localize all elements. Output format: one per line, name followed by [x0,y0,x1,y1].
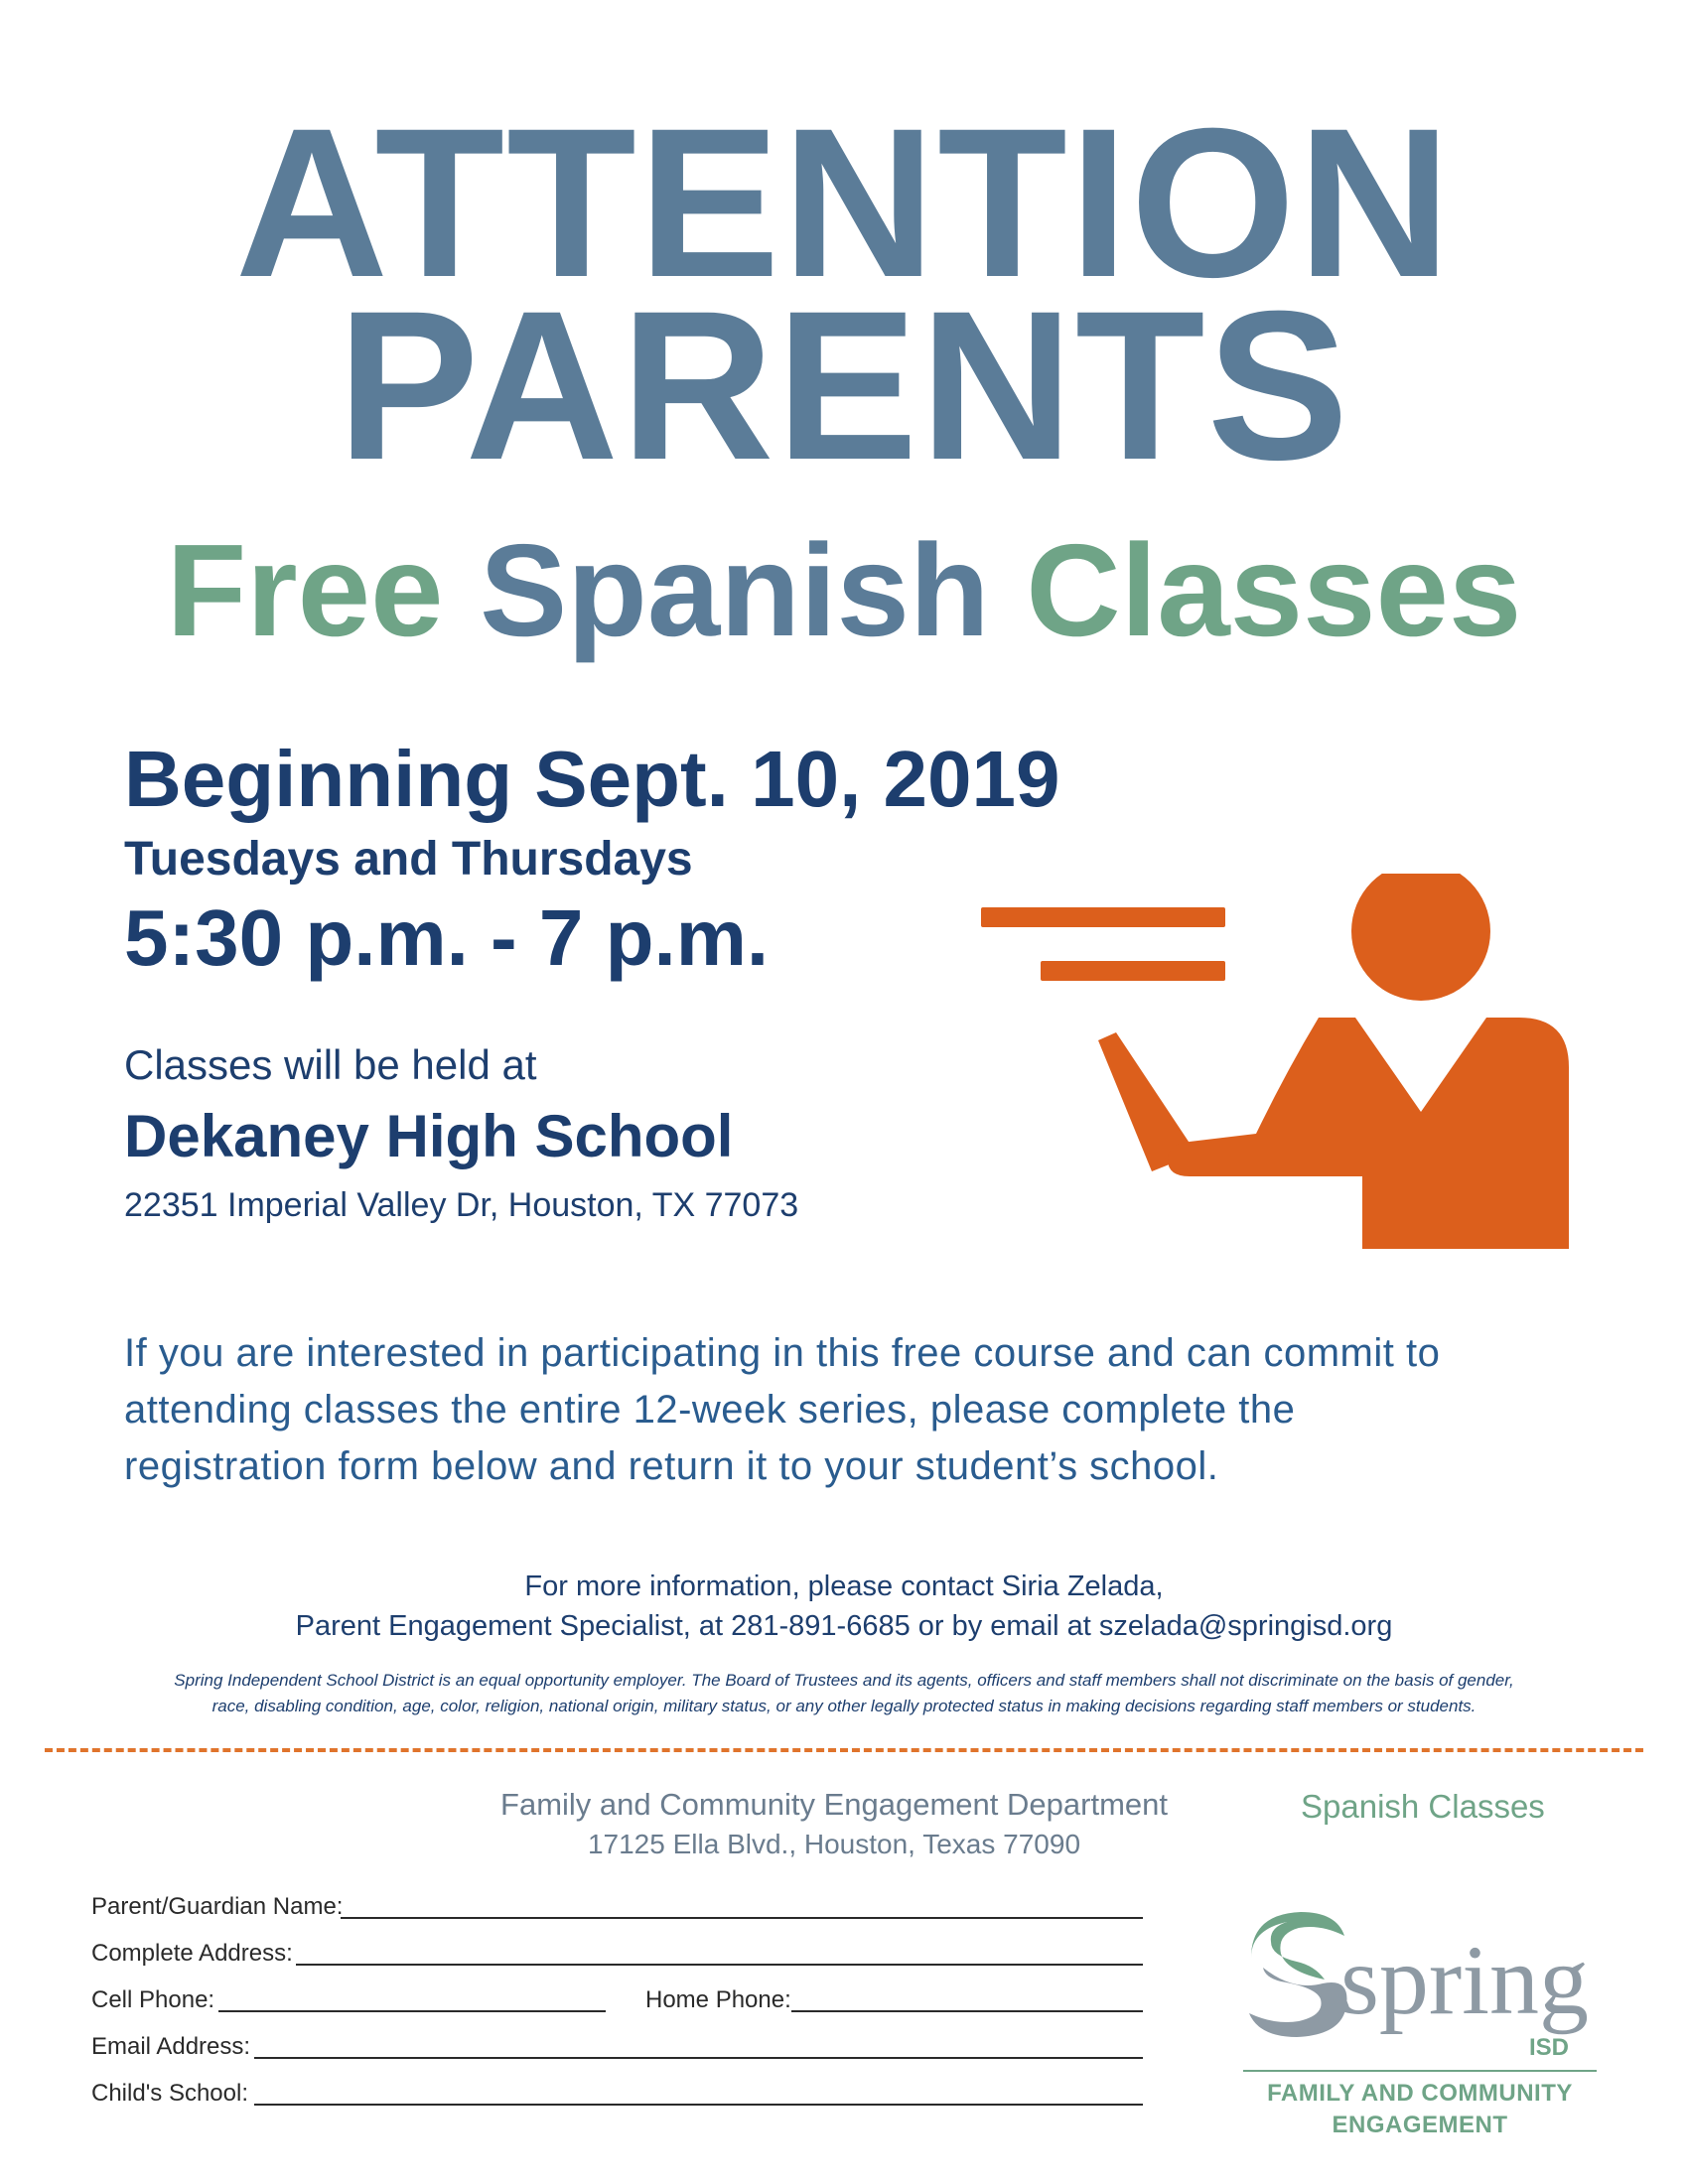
board-line-top [981,907,1225,927]
location-school: Dekaney High School [124,1103,734,1169]
field-email-label: Email Address: [91,2033,251,2060]
logo-caption [1221,2078,1618,2141]
form-title: Spanish Classes [1301,1788,1545,1825]
instructions-paragraph [124,1325,1594,1495]
leaf-s-icon [1249,1912,1347,2037]
subheadline [0,516,1688,665]
start-date: Beginning Sept. 10, 2019 [124,735,1060,823]
headline-attention: ATTENTION [234,84,1454,322]
contact-line: For more information, please contact Siria Zelada, [524,1570,1164,1602]
department-address: 17125 Ella Blvd., Houston, Texas 77090 [587,1829,1081,1859]
spring-isd-logo [1241,1906,1599,2075]
logo-suffix: ISD [1528,2034,1569,2061]
contact-line: Parent Engagement Specialist, at 281-891-6685 or by email at szelada@springisd.org [295,1610,1393,1642]
instructions-line: If you are interested in participating in this free course and can commit to [124,1331,1441,1375]
department-name: Family and Community Engagement Department [500,1787,1168,1822]
eeo-disclaimer [60,1668,1628,1719]
field-address-line[interactable] [296,1964,1143,1966]
location-address: 22351 Imperial Valley Dr, Houston, TX 77073 [124,1186,799,1224]
instructions-line: registration form below and return it to your student’s school. [124,1444,1219,1488]
field-address-label: Complete Address: [91,1940,293,1967]
field-cell-phone-label: Cell Phone: [91,1986,215,2013]
field-cell-phone-line[interactable] [218,2010,606,2012]
contact-info [0,1567,1688,1646]
field-parent-name-line[interactable] [341,1917,1143,1919]
logo-caption-line: ENGAGEMENT [1332,2112,1508,2138]
subheadline-free: Free [166,517,444,663]
field-home-phone-line[interactable] [791,2010,1143,2012]
field-email-line[interactable] [254,2057,1143,2059]
teacher-body [1168,1018,1569,1249]
class-days: Tuesdays and Thursdays [124,833,693,886]
class-time: 5:30 p.m. - 7 p.m. [124,893,770,982]
logo-caption-line: FAMILY AND COMMUNITY [1267,2080,1573,2107]
dashed-cut-line [45,1748,1643,1752]
field-parent-name-label: Parent/Guardian Name: [91,1893,344,1920]
disclaimer-line: race, disabling condition, age, color, religion, national origin, military status, or any other legally protected status in making decisions regarding staff members or students. [211,1697,1477,1715]
subheadline-spanish: Spanish [480,517,990,663]
disclaimer-line: Spring Independent School District is an equal opportunity employer. The Board of Trustees and its agents, officers and staff members shall not discriminate on the basis of gender, [174,1671,1514,1690]
field-school-label: Child's School: [91,2080,248,2107]
instructions-line: attending classes the entire 12-week series, please complete the [124,1388,1296,1432]
teacher-pointing-icon [973,874,1589,1251]
location-intro: Classes will be held at [124,1041,537,1088]
board-line-bottom [1041,961,1225,981]
teacher-head [1351,874,1490,1001]
logo-wordmark: spring [1340,1925,1589,2035]
field-home-phone-label: Home Phone: [645,1986,791,2013]
logo-divider [1243,2070,1597,2072]
field-school-line[interactable] [254,2104,1143,2106]
subheadline-classes: Classes [1026,517,1522,663]
headline-parents: PARENTS [337,267,1351,504]
